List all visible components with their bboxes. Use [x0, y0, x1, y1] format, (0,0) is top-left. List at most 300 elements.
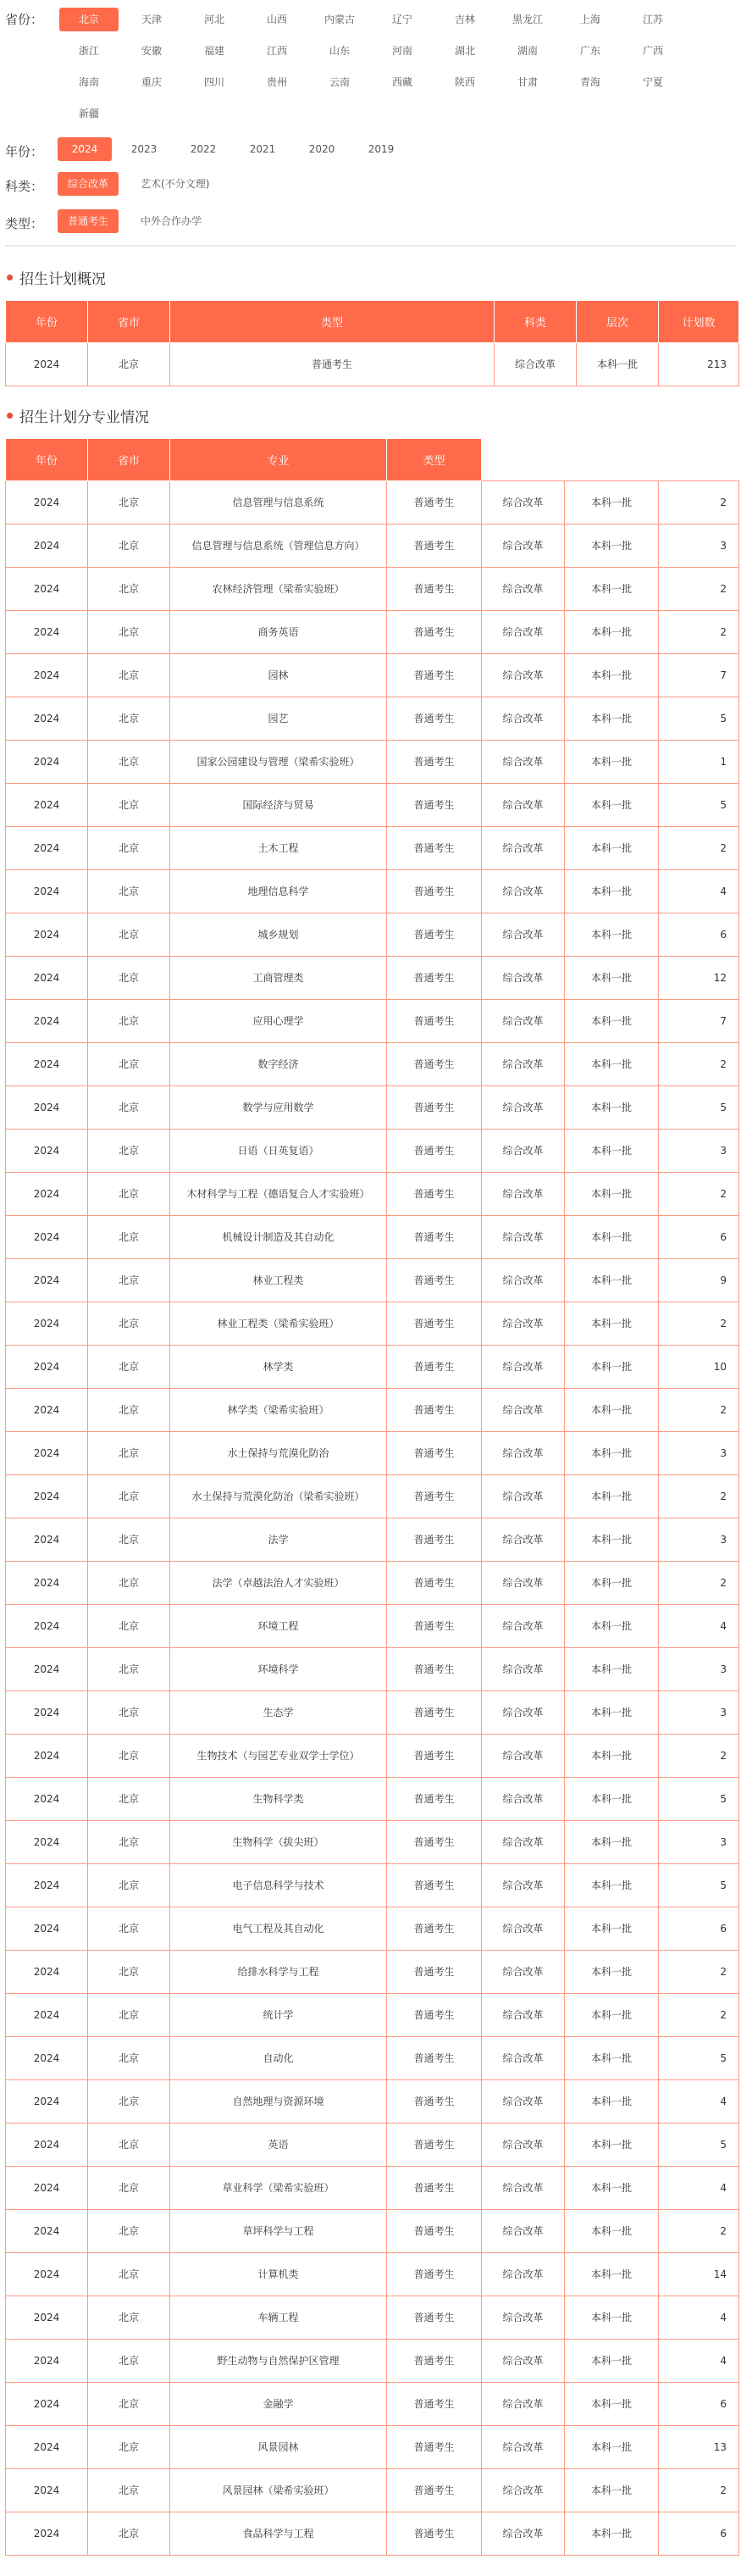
- level-cell: 本科一批: [565, 1302, 659, 1346]
- year-cell: 2024: [6, 1951, 88, 1994]
- province-cell: 北京: [88, 1821, 170, 1864]
- table-row: [6, 1130, 739, 1173]
- province-filter: [0, 5, 741, 130]
- subject-cell: 综合改革: [482, 1000, 565, 1043]
- subject-cell: 综合改革: [482, 1086, 565, 1130]
- subject-cell: 综合改革: [482, 1907, 565, 1951]
- year-cell: 2024: [6, 1043, 88, 1086]
- level-cell: 本科一批: [565, 1173, 659, 1216]
- level-cell: 本科一批: [565, 2124, 659, 2167]
- province-cell: 北京: [88, 1086, 170, 1130]
- major-cell: 数学与应用数学: [170, 1086, 387, 1130]
- table-row: [6, 525, 739, 568]
- province-cell: 北京: [88, 1346, 170, 1389]
- level-cell: 本科一批: [565, 1389, 659, 1432]
- year-cell: 2024: [6, 1907, 88, 1951]
- year-filter-label: 年份：: [5, 144, 44, 159]
- type-cell: 普通考生: [387, 525, 482, 568]
- subject-cell: 综合改革: [482, 481, 565, 525]
- table-row: [6, 654, 739, 697]
- major-cell: 英语: [170, 2124, 387, 2167]
- subject-cell: 综合改革: [482, 1302, 565, 1346]
- table-row: [6, 957, 739, 1000]
- province-option[interactable]: 江西: [266, 45, 287, 57]
- plan-count-cell: 2: [659, 1043, 739, 1086]
- level-cell: 本科一批: [565, 2210, 659, 2253]
- table-row: [6, 1216, 739, 1259]
- type-cell: 普通考生: [387, 1691, 482, 1735]
- type-option[interactable]: 普通考生: [58, 209, 119, 233]
- type-cell: 普通考生: [387, 957, 482, 1000]
- province-option[interactable]: 重庆: [141, 76, 162, 88]
- year-cell: 2024: [6, 654, 88, 697]
- province-option[interactable]: 山东: [329, 45, 350, 57]
- province-option[interactable]: 广东: [579, 45, 600, 57]
- year-option[interactable]: 2022: [190, 143, 217, 155]
- level-cell: 本科一批: [565, 654, 659, 697]
- subject-option[interactable]: 艺术(不分文理): [141, 178, 210, 190]
- province-option[interactable]: 陕西: [454, 76, 475, 88]
- province-option[interactable]: 天津: [141, 14, 162, 25]
- province-option[interactable]: 新疆: [78, 108, 99, 119]
- year-cell: 2024: [6, 2124, 88, 2167]
- province-cell: 北京: [88, 1518, 170, 1562]
- province-option[interactable]: 贵州: [266, 76, 287, 88]
- overview-header-cell: 省市: [88, 301, 170, 343]
- province-option[interactable]: 海南: [78, 76, 99, 88]
- table-row: [6, 913, 739, 957]
- table-row: [6, 2210, 739, 2253]
- subject-cell: 综合改革: [482, 913, 565, 957]
- table-row: [6, 784, 739, 827]
- year-option[interactable]: 2019: [368, 143, 395, 155]
- year-cell: 2024: [6, 1691, 88, 1735]
- year-cell: 2024: [6, 1130, 88, 1173]
- type-cell: 普通考生: [387, 1864, 482, 1907]
- plan-count-cell: 3: [659, 1821, 739, 1864]
- year-cell: 2024: [6, 525, 88, 568]
- level-cell: 本科一批: [565, 1778, 659, 1821]
- table-row: [6, 697, 739, 741]
- table-row: [6, 1562, 739, 1605]
- plan-count-cell: 2: [659, 1173, 739, 1216]
- plan-count-cell: 4: [659, 2340, 739, 2383]
- subject-option[interactable]: 综合改革: [58, 172, 119, 196]
- subject-cell: 综合改革: [482, 1130, 565, 1173]
- subject-cell: 综合改革: [482, 2340, 565, 2383]
- plan-count-cell: 5: [659, 1086, 739, 1130]
- majors-header-blank: [565, 439, 659, 481]
- subject-cell: 综合改革: [482, 1648, 565, 1691]
- table-row: [6, 2426, 739, 2469]
- overview-cell: 北京: [88, 343, 170, 386]
- table-row: [6, 1173, 739, 1216]
- table-row: [6, 1691, 739, 1735]
- province-option[interactable]: 甘肃: [517, 76, 538, 88]
- overview-data-row: [6, 343, 739, 386]
- subject-cell: 综合改革: [482, 1778, 565, 1821]
- type-options: [58, 209, 224, 233]
- major-cell: 水土保持与荒漠化防治（梁希实验班）: [170, 1475, 387, 1518]
- type-cell: 普通考生: [387, 741, 482, 784]
- year-cell: 2024: [6, 1994, 88, 2037]
- major-cell: 野生动物与自然保护区管理: [170, 2340, 387, 2383]
- plan-count-cell: 6: [659, 1907, 739, 1951]
- type-cell: 普通考生: [387, 2340, 482, 2383]
- divider: [5, 245, 736, 247]
- major-cell: 城乡规划: [170, 913, 387, 957]
- province-option[interactable]: 河南: [391, 45, 412, 57]
- level-cell: 本科一批: [565, 870, 659, 913]
- table-row: [6, 2124, 739, 2167]
- level-cell: 本科一批: [565, 1821, 659, 1864]
- province-option[interactable]: 河北: [203, 14, 224, 25]
- type-cell: 普通考生: [387, 1259, 482, 1302]
- province-option[interactable]: 山西: [266, 14, 287, 25]
- province-option[interactable]: 湖南: [517, 45, 538, 57]
- major-cell: 日语（日英复语）: [170, 1130, 387, 1173]
- table-row: [6, 1864, 739, 1907]
- major-cell: 园林: [170, 654, 387, 697]
- major-cell: 环境科学: [170, 1648, 387, 1691]
- province-cell: 北京: [88, 2296, 170, 2340]
- level-cell: 本科一批: [565, 913, 659, 957]
- level-cell: 本科一批: [565, 697, 659, 741]
- province-option[interactable]: 北京: [59, 8, 119, 31]
- plan-count-cell: 2: [659, 2210, 739, 2253]
- subject-cell: 综合改革: [482, 1216, 565, 1259]
- overview-cell: 普通考生: [170, 343, 495, 386]
- table-row: [6, 2512, 739, 2556]
- major-cell: 金融学: [170, 2383, 387, 2426]
- province-option[interactable]: 上海: [579, 14, 600, 25]
- province-cell: 北京: [88, 2383, 170, 2426]
- subject-cell: 综合改革: [482, 1475, 565, 1518]
- province-option[interactable]: 辽宁: [391, 14, 412, 25]
- table-row: [6, 1086, 739, 1130]
- majors-header-cell: 类型: [387, 439, 482, 481]
- province-option[interactable]: 福建: [203, 45, 224, 57]
- type-cell: 普通考生: [387, 611, 482, 654]
- type-cell: 普通考生: [387, 1086, 482, 1130]
- province-cell: 北京: [88, 1475, 170, 1518]
- plan-count-cell: 2: [659, 1302, 739, 1346]
- major-cell: 生物技术（与园艺专业双学士学位）: [170, 1735, 387, 1778]
- year-cell: 2024: [6, 957, 88, 1000]
- major-cell: 自然地理与资源环境: [170, 2080, 387, 2124]
- province-cell: 北京: [88, 741, 170, 784]
- plan-count-cell: 5: [659, 2124, 739, 2167]
- plan-count-cell: 3: [659, 525, 739, 568]
- plan-count-cell: 4: [659, 2296, 739, 2340]
- plan-count-cell: 5: [659, 1864, 739, 1907]
- major-cell: 林业工程类（梁希实验班）: [170, 1302, 387, 1346]
- subject-filter: [0, 172, 741, 196]
- major-cell: 法学: [170, 1518, 387, 1562]
- overview-header-cell: 层次: [577, 301, 659, 343]
- plan-count-cell: 4: [659, 2167, 739, 2210]
- overview-cell: 2024: [6, 343, 88, 386]
- level-cell: 本科一批: [565, 1735, 659, 1778]
- major-cell: 生物科学类: [170, 1778, 387, 1821]
- province-option[interactable]: 青海: [579, 76, 600, 88]
- overview-cell: 本科一批: [577, 343, 659, 386]
- province-option[interactable]: 广西: [642, 45, 663, 57]
- subject-cell: 综合改革: [482, 1259, 565, 1302]
- table-row: [6, 568, 739, 611]
- major-cell: 风景园林（梁希实验班）: [170, 2469, 387, 2512]
- year-cell: 2024: [6, 2296, 88, 2340]
- subject-cell: 综合改革: [482, 1173, 565, 1216]
- major-cell: 自动化: [170, 2037, 387, 2080]
- province-cell: 北京: [88, 1000, 170, 1043]
- major-cell: 机械设计制造及其自动化: [170, 1216, 387, 1259]
- province-option[interactable]: 江苏: [642, 14, 663, 25]
- type-cell: 普通考生: [387, 654, 482, 697]
- type-filter: [0, 209, 741, 233]
- province-cell: 北京: [88, 1605, 170, 1648]
- table-row: [6, 2037, 739, 2080]
- year-cell: 2024: [6, 1216, 88, 1259]
- table-row: [6, 2469, 739, 2512]
- province-option[interactable]: 吉林: [454, 14, 475, 25]
- subject-cell: 综合改革: [482, 611, 565, 654]
- type-cell: 普通考生: [387, 1605, 482, 1648]
- table-row: [6, 1475, 739, 1518]
- plan-count-cell: 2: [659, 1994, 739, 2037]
- level-cell: 本科一批: [565, 481, 659, 525]
- subject-cell: 综合改革: [482, 1821, 565, 1864]
- major-cell: 风景园林: [170, 2426, 387, 2469]
- majors-title-text: 招生计划分专业情况: [19, 409, 149, 426]
- subject-cell: 综合改革: [482, 2210, 565, 2253]
- plan-count-cell: 2: [659, 1475, 739, 1518]
- plan-count-cell: 6: [659, 2383, 739, 2426]
- year-cell: 2024: [6, 827, 88, 870]
- major-cell: 计算机类: [170, 2253, 387, 2296]
- subject-cell: 综合改革: [482, 2037, 565, 2080]
- year-option[interactable]: 2020: [308, 143, 335, 155]
- major-cell: 车辆工程: [170, 2296, 387, 2340]
- type-cell: 普通考生: [387, 1951, 482, 1994]
- overview-header-cell: 科类: [495, 301, 577, 343]
- majors-header-row: [6, 439, 739, 481]
- major-cell: 法学（卓越法治人才实验班）: [170, 1562, 387, 1605]
- year-cell: 2024: [6, 1735, 88, 1778]
- plan-count-cell: 2: [659, 568, 739, 611]
- province-cell: 北京: [88, 1735, 170, 1778]
- type-cell: 普通考生: [387, 1518, 482, 1562]
- major-cell: 环境工程: [170, 1605, 387, 1648]
- type-filter-label: 类型：: [5, 216, 44, 231]
- year-cell: 2024: [6, 741, 88, 784]
- type-cell: 普通考生: [387, 1000, 482, 1043]
- province-option[interactable]: 内蒙古: [323, 14, 355, 25]
- overview-cell: 213: [659, 343, 739, 386]
- level-cell: 本科一批: [565, 568, 659, 611]
- major-cell: 国际经济与贸易: [170, 784, 387, 827]
- plan-count-cell: 10: [659, 1346, 739, 1389]
- level-cell: 本科一批: [565, 1346, 659, 1389]
- table-row: [6, 2080, 739, 2124]
- major-cell: 商务英语: [170, 611, 387, 654]
- type-cell: 普通考生: [387, 1389, 482, 1432]
- province-cell: 北京: [88, 2210, 170, 2253]
- type-cell: 普通考生: [387, 697, 482, 741]
- province-cell: 北京: [88, 2080, 170, 2124]
- subject-cell: 综合改革: [482, 1043, 565, 1086]
- major-cell: 给排水科学与工程: [170, 1951, 387, 1994]
- level-cell: 本科一批: [565, 1994, 659, 2037]
- subject-cell: 综合改革: [482, 1432, 565, 1475]
- province-cell: 北京: [88, 1951, 170, 1994]
- year-cell: 2024: [6, 1302, 88, 1346]
- plan-count-cell: 2: [659, 1562, 739, 1605]
- province-cell: 北京: [88, 1130, 170, 1173]
- level-cell: 本科一批: [565, 1216, 659, 1259]
- subject-cell: 综合改革: [482, 957, 565, 1000]
- majors-header-cell: 专业: [170, 439, 387, 481]
- province-filter-label: 省份：: [5, 12, 44, 27]
- subject-options: [58, 172, 231, 196]
- admission-plan-page: [0, 5, 741, 2556]
- subject-cell: 综合改革: [482, 2296, 565, 2340]
- province-option[interactable]: 湖北: [454, 45, 475, 57]
- type-cell: 普通考生: [387, 1821, 482, 1864]
- province-option[interactable]: 黑龙江: [512, 14, 543, 25]
- plan-count-cell: 2: [659, 827, 739, 870]
- majors-header-blank: [482, 439, 565, 481]
- level-cell: 本科一批: [565, 1259, 659, 1302]
- type-cell: 普通考生: [387, 1173, 482, 1216]
- subject-cell: 综合改革: [482, 827, 565, 870]
- major-cell: 数字经济: [170, 1043, 387, 1086]
- province-cell: 北京: [88, 1043, 170, 1086]
- plan-count-cell: 7: [659, 1000, 739, 1043]
- subject-cell: 综合改革: [482, 1735, 565, 1778]
- year-cell: 2024: [6, 611, 88, 654]
- year-cell: 2024: [6, 697, 88, 741]
- level-cell: 本科一批: [565, 2340, 659, 2383]
- major-cell: 草坪科学与工程: [170, 2210, 387, 2253]
- level-cell: 本科一批: [565, 525, 659, 568]
- table-row: [6, 1907, 739, 1951]
- province-cell: 北京: [88, 1259, 170, 1302]
- plan-count-cell: 4: [659, 2080, 739, 2124]
- type-cell: 普通考生: [387, 568, 482, 611]
- province-cell: 北京: [88, 1389, 170, 1432]
- province-option[interactable]: 云南: [329, 76, 350, 88]
- level-cell: 本科一批: [565, 2512, 659, 2556]
- type-cell: 普通考生: [387, 2253, 482, 2296]
- level-cell: 本科一批: [565, 784, 659, 827]
- year-cell: 2024: [6, 1086, 88, 1130]
- major-cell: 信息管理与信息系统: [170, 481, 387, 525]
- year-option[interactable]: 2024: [58, 137, 112, 161]
- province-cell: 北京: [88, 1432, 170, 1475]
- year-cell: 2024: [6, 2426, 88, 2469]
- table-row: [6, 1648, 739, 1691]
- table-row: [6, 870, 739, 913]
- year-cell: 2024: [6, 870, 88, 913]
- major-cell: 电子信息科学与技术: [170, 1864, 387, 1907]
- level-cell: 本科一批: [565, 2253, 659, 2296]
- province-cell: 北京: [88, 2512, 170, 2556]
- subject-cell: 综合改革: [482, 1994, 565, 2037]
- year-option[interactable]: 2023: [130, 143, 158, 155]
- level-cell: 本科一批: [565, 2296, 659, 2340]
- subject-cell: 综合改革: [482, 870, 565, 913]
- table-row: [6, 827, 739, 870]
- table-row: [6, 1259, 739, 1302]
- province-cell: 北京: [88, 870, 170, 913]
- level-cell: 本科一批: [565, 1086, 659, 1130]
- subject-filter-label: 科类：: [5, 179, 44, 194]
- major-cell: 园艺: [170, 697, 387, 741]
- table-row: [6, 1735, 739, 1778]
- table-row: [6, 2253, 739, 2296]
- year-cell: 2024: [6, 1648, 88, 1691]
- year-cell: 2024: [6, 784, 88, 827]
- year-cell: 2024: [6, 2253, 88, 2296]
- level-cell: 本科一批: [565, 611, 659, 654]
- table-row: [6, 1000, 739, 1043]
- province-option[interactable]: 安徽: [141, 45, 162, 57]
- level-cell: 本科一批: [565, 1648, 659, 1691]
- level-cell: 本科一批: [565, 957, 659, 1000]
- table-row: [6, 1778, 739, 1821]
- table-row: [6, 1432, 739, 1475]
- type-option[interactable]: 中外合作办学: [141, 215, 202, 227]
- level-cell: 本科一批: [565, 1432, 659, 1475]
- province-option[interactable]: 浙江: [78, 45, 99, 57]
- type-cell: 普通考生: [387, 2469, 482, 2512]
- level-cell: 本科一批: [565, 1043, 659, 1086]
- subject-cell: 综合改革: [482, 784, 565, 827]
- type-cell: 普通考生: [387, 1907, 482, 1951]
- province-option[interactable]: 宁夏: [642, 76, 663, 88]
- plan-count-cell: 4: [659, 870, 739, 913]
- table-row: [6, 2383, 739, 2426]
- majors-table: [5, 438, 739, 2556]
- type-cell: 普通考生: [387, 2037, 482, 2080]
- level-cell: 本科一批: [565, 1907, 659, 1951]
- year-cell: 2024: [6, 1778, 88, 1821]
- subject-cell: 综合改革: [482, 697, 565, 741]
- province-option[interactable]: 四川: [203, 76, 224, 88]
- province-cell: 北京: [88, 1173, 170, 1216]
- level-cell: 本科一批: [565, 1562, 659, 1605]
- level-cell: 本科一批: [565, 1130, 659, 1173]
- province-option[interactable]: 西藏: [391, 76, 412, 88]
- province-cell: 北京: [88, 2167, 170, 2210]
- type-cell: 普通考生: [387, 1648, 482, 1691]
- plan-count-cell: 2: [659, 2469, 739, 2512]
- year-cell: 2024: [6, 1259, 88, 1302]
- province-cell: 北京: [88, 913, 170, 957]
- plan-count-cell: 3: [659, 1648, 739, 1691]
- subject-cell: 综合改革: [482, 1518, 565, 1562]
- subject-cell: 综合改革: [482, 1389, 565, 1432]
- plan-count-cell: 14: [659, 2253, 739, 2296]
- year-option[interactable]: 2021: [249, 143, 276, 155]
- level-cell: 本科一批: [565, 1475, 659, 1518]
- type-cell: 普通考生: [387, 1735, 482, 1778]
- major-cell: 林业工程类: [170, 1259, 387, 1302]
- table-row: [6, 1994, 739, 2037]
- plan-count-cell: 2: [659, 1735, 739, 1778]
- major-cell: 地理信息科学: [170, 870, 387, 913]
